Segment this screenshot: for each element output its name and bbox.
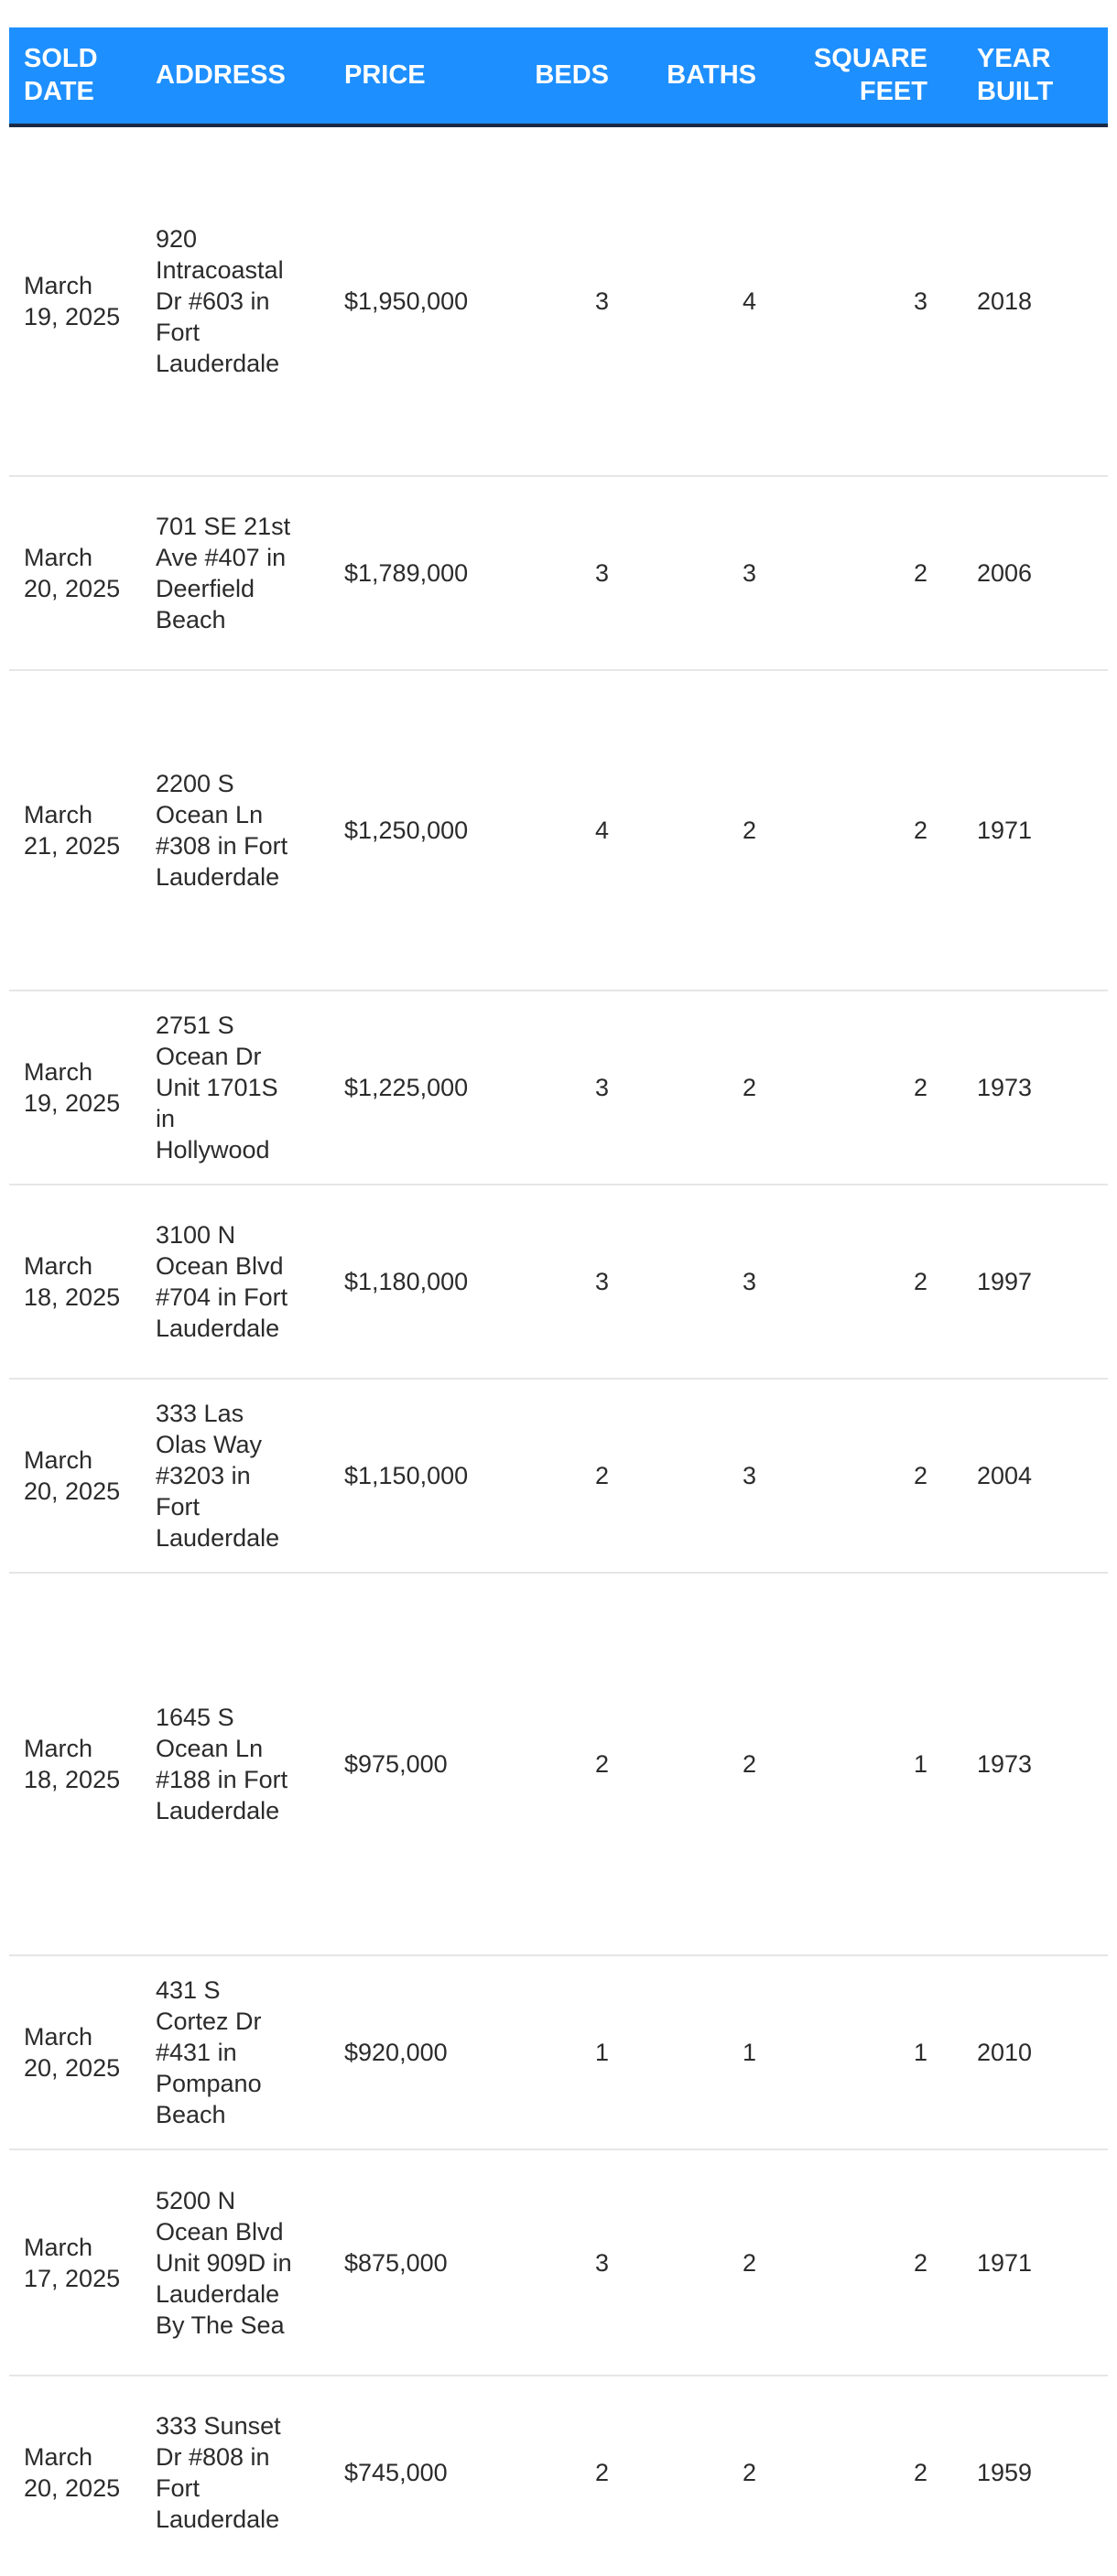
cell-price: $1,250,000: [344, 817, 469, 844]
cell-square-feet: 3: [913, 287, 927, 315]
cell-year-built: 1997: [977, 1268, 1033, 1295]
table-row: [9, 671, 1108, 991]
table-row: [9, 1574, 1108, 1956]
cell-beds: 1: [594, 2039, 609, 2066]
cell-address: 5200 N Ocean Blvd Unit 909D in Lauderdale By The Sea: [156, 2186, 292, 2339]
cell-beds: 2: [594, 2459, 609, 2486]
cell-year-built: 2018: [977, 287, 1033, 315]
cell-baths: 3: [742, 1268, 756, 1295]
table-row: [9, 2376, 1108, 2569]
cell-price: $1,225,000: [344, 1074, 469, 1101]
cell-address: 1645 S Ocean Ln #188 in Fort Lauderdale: [156, 1704, 288, 1824]
cell-year-built: 1973: [977, 1750, 1033, 1778]
cell-year-built: 2006: [977, 559, 1033, 587]
cell-square-feet: 2: [913, 1074, 927, 1101]
cell-sold-date: March 20, 2025: [24, 1446, 121, 1505]
cell-price: $875,000: [344, 2248, 448, 2277]
cell-beds: 3: [594, 2248, 609, 2277]
cell-baths: 2: [742, 817, 756, 844]
cell-baths: 3: [742, 559, 756, 587]
cell-address: 2200 S Ocean Ln #308 in Fort Lauderdale: [156, 770, 288, 891]
cell-address: 333 Las Olas Way #3203 in Fort Lauderdale: [156, 1400, 280, 1552]
cell-price: $745,000: [344, 2459, 448, 2486]
header-address: ADDRESS: [156, 60, 286, 90]
cell-beds: 2: [594, 1750, 609, 1778]
cell-price: $1,180,000: [344, 1268, 469, 1295]
cell-price: $1,150,000: [344, 1462, 469, 1489]
cell-sold-date: March 20, 2025: [24, 544, 121, 602]
cell-sold-date: March 20, 2025: [24, 2443, 121, 2502]
table-row: [9, 1956, 1108, 2150]
cell-sold-date: March 20, 2025: [24, 2023, 121, 2082]
cell-beds: 3: [594, 287, 609, 315]
cell-baths: 2: [742, 2459, 756, 2486]
cell-sold-date: March 17, 2025: [24, 2233, 121, 2292]
cell-year-built: 1971: [977, 2248, 1033, 2277]
cell-year-built: 1973: [977, 1074, 1033, 1101]
cell-price: $1,789,000: [344, 559, 469, 587]
cell-baths: 2: [742, 2248, 756, 2277]
cell-beds: 3: [594, 559, 609, 587]
cell-sold-date: March 18, 2025: [24, 1252, 121, 1311]
cell-address: 333 Sunset Dr #808 in Fort Lauderdale: [156, 2412, 281, 2533]
cell-baths: 1: [742, 2039, 756, 2066]
cell-square-feet: 2: [913, 1462, 927, 1489]
cell-address: 701 SE 21st Ave #407 in Deerfield Beach: [156, 513, 291, 633]
cell-sold-date: March 19, 2025: [24, 272, 121, 330]
cell-baths: 2: [742, 1750, 756, 1778]
cell-square-feet: 2: [913, 817, 927, 844]
cell-square-feet: 1: [913, 2039, 927, 2066]
header-baths: BATHS: [667, 60, 756, 90]
header-year-built: YEAR BUILT: [977, 44, 1054, 106]
header-square-feet: SQUARE FEET: [813, 44, 927, 106]
table-row: [9, 477, 1108, 671]
cell-year-built: 2004: [977, 1462, 1033, 1489]
cell-address: 3100 N Ocean Blvd #704 in Fort Lauderdale: [156, 1221, 288, 1342]
cell-square-feet: 1: [913, 1750, 927, 1778]
cell-beds: 4: [594, 817, 609, 844]
header-price: PRICE: [344, 60, 426, 90]
cell-square-feet: 2: [913, 2459, 927, 2486]
cell-price: $1,950,000: [344, 287, 469, 315]
cell-year-built: 1959: [977, 2459, 1033, 2486]
cell-year-built: 2010: [977, 2039, 1033, 2066]
cell-baths: 2: [742, 1074, 756, 1101]
cell-square-feet: 2: [913, 1268, 927, 1295]
cell-sold-date: March 18, 2025: [24, 1735, 121, 1793]
cell-square-feet: 2: [913, 559, 927, 587]
table-row: [9, 991, 1108, 1185]
sales-table: [9, 27, 1108, 2569]
cell-square-feet: 2: [913, 2248, 927, 2277]
header-beds: BEDS: [535, 60, 609, 90]
cell-baths: 4: [742, 287, 756, 315]
cell-address: 920 Intracoastal Dr #603 in Fort Lauderdale: [156, 225, 284, 377]
cell-address: 431 S Cortez Dr #431 in Pompano Beach: [156, 1976, 262, 2128]
table-row: [9, 2150, 1108, 2376]
cell-beds: 2: [594, 1462, 609, 1489]
cell-baths: 3: [742, 1462, 756, 1489]
cell-year-built: 1971: [977, 817, 1033, 844]
cell-price: $975,000: [344, 1750, 448, 1778]
header-sold-date: SOLD DATE: [24, 44, 98, 106]
cell-beds: 3: [594, 1074, 609, 1101]
table-row: [9, 1185, 1108, 1380]
table-row: [9, 127, 1108, 477]
cell-beds: 3: [594, 1268, 609, 1295]
table-header: [9, 27, 1108, 127]
cell-sold-date: March 21, 2025: [24, 801, 121, 860]
cell-address: 2751 S Ocean Dr Unit 1701S in Hollywood: [156, 1012, 278, 1164]
cell-price: $920,000: [344, 2039, 448, 2066]
table-row: [9, 1380, 1108, 1574]
cell-sold-date: March 19, 2025: [24, 1058, 121, 1117]
